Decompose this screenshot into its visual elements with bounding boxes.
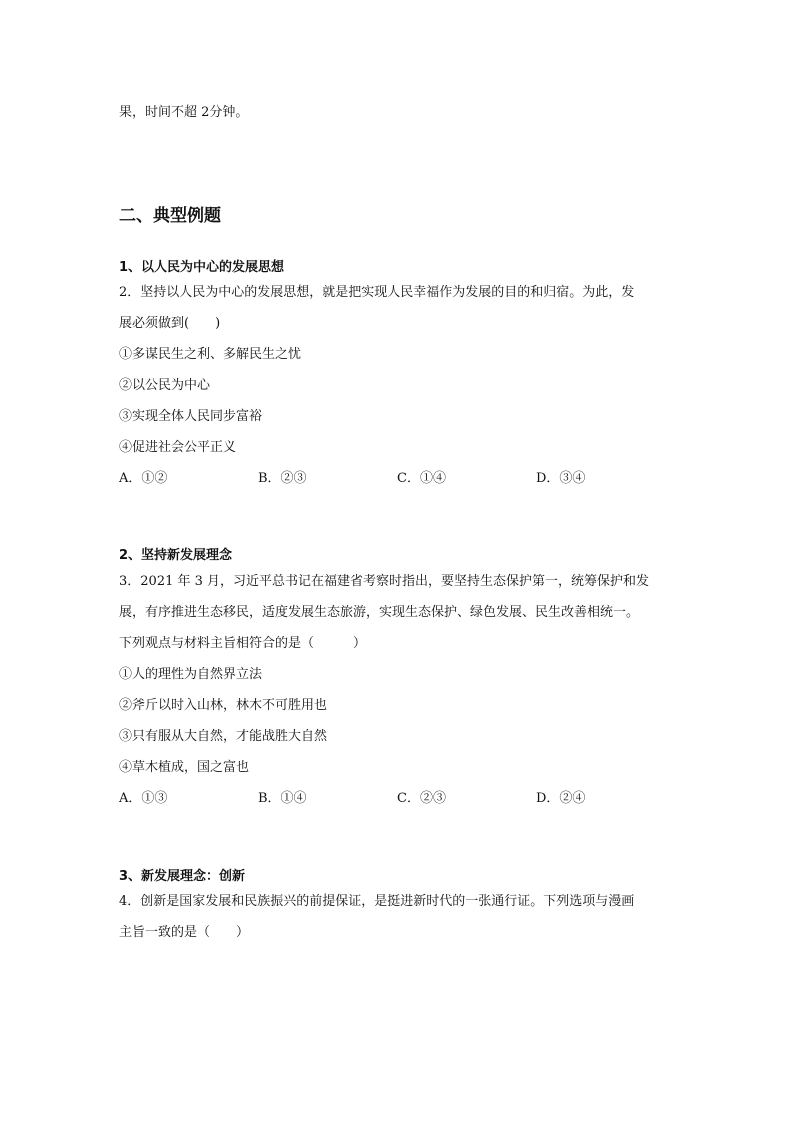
- statement: ③只有服从大自然，才能战胜大自然: [119, 729, 328, 744]
- choice-a: A．①③: [119, 791, 168, 806]
- statement: ①多谋民生之利、多解民生之忧: [119, 347, 302, 362]
- question-line: 主旨一致的是（ ）: [119, 925, 250, 940]
- section-title: 二、典型例题: [119, 206, 221, 226]
- question-line: 展必须做到( ): [119, 316, 221, 331]
- intro-line: 果，时间不超 2分钟。: [119, 105, 249, 120]
- topic-heading: 2、坚持新发展理念: [119, 548, 233, 563]
- choice-a: A．①②: [119, 471, 168, 486]
- question-line: 4．创新是国家发展和民族振兴的前提保证，是挺进新时代的一张通行证。下列选项与漫画: [119, 894, 635, 909]
- choice-b: B．②③: [258, 471, 307, 486]
- statement: ①人的理性为自然界立法: [119, 667, 263, 682]
- statement: ②斧斤以时入山林，林木不可胜用也: [119, 698, 328, 713]
- choice-c: C．②③: [397, 791, 446, 806]
- statement: ④促进社会公平正义: [119, 440, 237, 455]
- question-line: 展，有序推进生态移民，适度发展生态旅游，实现生态保护、绿色发展、民生改善相统一。: [119, 605, 640, 620]
- choice-d: D．③④: [536, 471, 586, 486]
- statement: ②以公民为中心: [119, 378, 211, 393]
- statement: ③实现全体人民同步富裕: [119, 409, 263, 424]
- choice-c: C．①④: [397, 471, 446, 486]
- topic-heading: 1、以人民为中心的发展思想: [119, 260, 285, 275]
- choice-d: D．②④: [536, 791, 586, 806]
- statement: ④草木植成，国之富也: [119, 760, 250, 775]
- question-line: 3．2021 年 3 月，习近平总书记在福建省考察时指出，要坚持生态保护第一，统筹保护和发: [119, 574, 650, 589]
- question-line: 下列观点与材料主旨相符合的是（ ）: [119, 636, 367, 651]
- choice-b: B．①④: [258, 791, 307, 806]
- topic-heading: 3、新发展理念：创新: [119, 869, 246, 884]
- question-line: 2．坚持以人民为中心的发展思想，就是把实现人民幸福作为发展的目的和归宿。为此，发: [119, 285, 635, 300]
